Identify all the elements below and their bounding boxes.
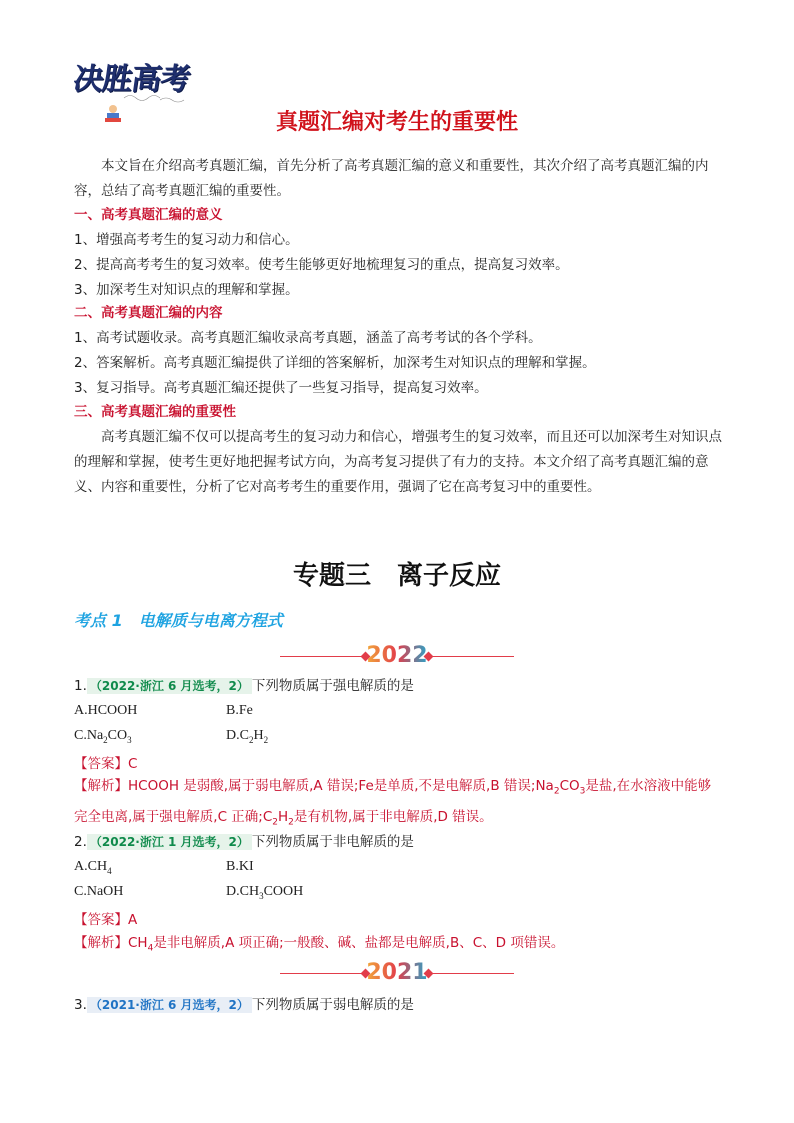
section-3-heading: 三、高考真题汇编的重要性	[74, 404, 236, 420]
section-1-item: 2、提高高考考生的复习效率。使考生能够更好地梳理复习的重点，提高复习效率。	[74, 257, 569, 273]
question-stem: 下列物质属于强电解质的是	[251, 678, 414, 694]
year-divider-2022	[0, 645, 794, 669]
question-3	[74, 995, 414, 1015]
logo-text: 决胜高考	[71, 62, 192, 97]
answer: 【答案】A	[74, 912, 138, 928]
option-c: C.NaOH	[74, 884, 124, 899]
question-source: （2021·浙江 6 月选考，2）	[87, 997, 252, 1013]
explanation: 【解析】$CH_4$是非电解质,A 项正确;一般酸、碱、盐都是电解质,B、C、D 项错误。	[74, 935, 565, 954]
option-d: $D.CH_3COOH$	[226, 884, 304, 901]
option-d: $D.C_2H_2$	[226, 728, 269, 745]
year-label: 2021	[366, 960, 428, 985]
section-2-heading: 二、高考真题汇编的内容	[74, 305, 223, 321]
question-2	[74, 832, 414, 852]
tagline-scribble	[122, 90, 188, 104]
chapter-title: 专题三 离子反应	[292, 561, 501, 591]
answer: 【答案】C	[74, 756, 138, 772]
section-2-item: 1、高考试题收录。高考真题汇编收录高考真题，涵盖了高考考试的各个学科。	[74, 330, 542, 346]
option-b: B.KI	[226, 859, 254, 874]
question-number: 2.	[74, 834, 87, 850]
year-label: 2022	[366, 643, 428, 668]
kaodian-heading: 考点 1 电解质与电离方程式	[74, 611, 283, 630]
question-number: 3.	[74, 997, 87, 1013]
year-divider-2021	[0, 962, 794, 986]
section-2-item: 2、答案解析。高考真题汇编提供了详细的答案解析，加深考生对知识点的理解和掌握。	[74, 355, 596, 371]
option-a: A.HCOOH	[74, 703, 138, 718]
question-source: （2022·浙江 6 月选考，2）	[87, 678, 252, 694]
section-2-item: 3、复习指导。高考真题汇编还提供了一些复习指导，提高复习效率。	[74, 380, 488, 396]
question-stem: 下列物质属于非电解质的是	[251, 834, 414, 850]
section-1-item: 1、增强高考考生的复习动力和信心。	[74, 232, 299, 248]
option-c: $C.Na_2CO_3$	[74, 728, 132, 745]
section-3-body: 高考真题汇编不仅可以提高考生的复习动力和信心，增强考生的复习效率，而且还可以加深考生对知识点的理解和掌握，使考生更好地把握考试方向，为高考复习提供了有力的支持。本文介绍了高考真题汇编的意义、内容和重要性，分析了它对高考考生的重要作用，强调了它在高考复习中的重要性。	[74, 429, 722, 495]
question-number: 1.	[74, 678, 87, 694]
question-stem: 下列物质属于弱电解质的是	[251, 997, 414, 1013]
option-b: B.Fe	[226, 703, 253, 718]
question-source: （2022·浙江 1 月选考，2）	[87, 834, 252, 850]
section-1-heading: 一、高考真题汇编的意义	[74, 207, 223, 223]
option-a: $A.CH_4$	[74, 859, 112, 876]
question-1	[74, 676, 414, 696]
document-title: 真题汇编对考生的重要性	[275, 110, 518, 135]
explanation: 【解析】HCOOH 是弱酸,属于弱电解质,A 错误;Fe是单质,不是电解质,B 错误$;Na_2CO_3$是盐,在水溶液中能够完全电离,属于强电解质,C 正确$;C_2H_2$是有机物,属于非电解质,D 错误。	[74, 778, 712, 828]
intro-paragraph: 本文旨在介绍高考真题汇编，首先分析了高考真题汇编的意义和重要性，其次介绍了高考真题汇编的内容，总结了高考真题汇编的重要性。	[74, 158, 709, 199]
section-1-item: 3、加深考生对知识点的理解和掌握。	[74, 282, 299, 298]
